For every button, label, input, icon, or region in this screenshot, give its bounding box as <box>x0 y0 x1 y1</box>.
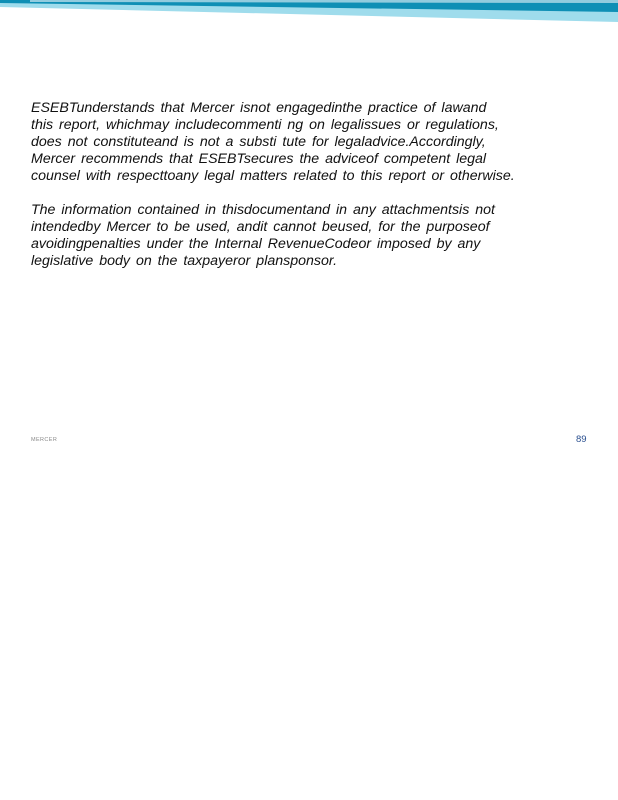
paragraph-line: intendedby Mercer to be used, andit cannot beused, for the purposeof <box>31 219 490 235</box>
paragraph-line: avoidingpenalties under the Internal RevenueCodeor imposed by any <box>31 236 481 252</box>
paragraph-line: counsel with respecttoany legal matters related to this report or otherwise. <box>31 168 515 184</box>
disclaimer-paragraph-tax <box>31 202 591 270</box>
paragraph-line: does not constituteand is not a substi tute for legaladvice.Accordingly, <box>31 134 486 150</box>
header-band <box>0 0 618 24</box>
paragraph-line: this report, whichmay includecommenti ng on legalissues or regulations, <box>31 117 499 133</box>
disclaimer-paragraph-legal-advice <box>31 100 591 185</box>
paragraph-line: Mercer recommends that ESEBTsecures the adviceof competent legal <box>31 151 487 167</box>
paragraph-line: The information contained in thisdocumentand in any attachmentsis not <box>31 202 495 218</box>
paragraph-line: legislative body on the taxpayeror plansponsor. <box>31 253 338 269</box>
paragraph-line: ESEBTunderstands that Mercer isnot engagedinthe practice of lawand <box>31 100 487 116</box>
page-number: 89 <box>576 434 587 445</box>
mercer-logo: MERCER <box>31 437 58 443</box>
disclaimer-body <box>31 100 591 270</box>
